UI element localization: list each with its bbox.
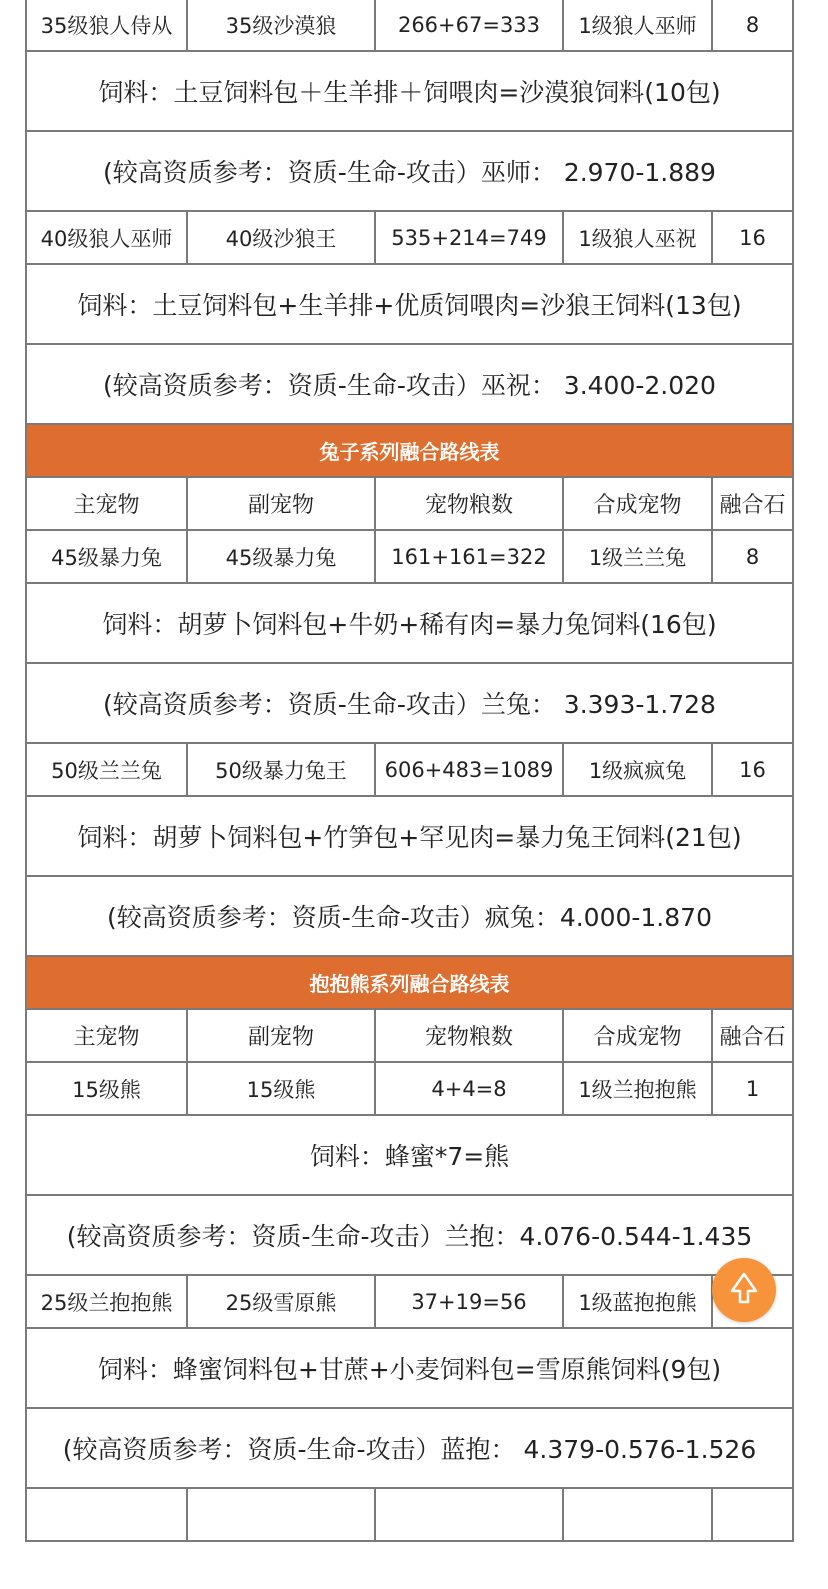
sub-pet-cell: 15级熊 xyxy=(187,1062,375,1115)
reference-cell: (较高资质参考：资质-生命-攻击）疯兔：4.000-1.870 xyxy=(26,876,793,956)
column-header-grain: 宠物粮数 xyxy=(375,1009,563,1062)
grain-cell: 4+4=8 xyxy=(375,1062,563,1115)
sub-pet-cell: 45级暴力兔 xyxy=(187,530,375,583)
column-header-sub: 副宠物 xyxy=(187,477,375,530)
section-title-rabbit: 兔子系列融合路线表 xyxy=(26,424,793,477)
column-header-main: 主宠物 xyxy=(26,477,187,530)
reference-cell: (较高资质参考：资质-生命-攻击）兰兔： 3.393-1.728 xyxy=(26,663,793,743)
grain-cell: 37+19=56 xyxy=(375,1275,563,1328)
reference-row xyxy=(26,1195,793,1275)
sub-pet-cell: 40级沙狼王 xyxy=(187,211,375,264)
table-row xyxy=(26,530,793,583)
column-header-row xyxy=(26,477,793,530)
reference-row xyxy=(26,131,793,211)
section-header-row xyxy=(26,956,793,1009)
reference-row xyxy=(26,663,793,743)
reference-cell: (较高资质参考：资质-生命-攻击）巫祝： 3.400-2.020 xyxy=(26,344,793,424)
result-pet-cell: 1级狼人巫祝 xyxy=(563,211,712,264)
column-header-sub: 副宠物 xyxy=(187,1009,375,1062)
grain-cell xyxy=(375,1488,563,1541)
column-header-row xyxy=(26,1009,793,1062)
fusion-table xyxy=(25,0,794,1542)
result-pet-cell: 1级狼人巫师 xyxy=(563,0,712,51)
sub-pet-cell: 50级暴力兔王 xyxy=(187,743,375,796)
main-pet-cell: 40级狼人巫师 xyxy=(26,211,187,264)
reference-cell: (较高资质参考：资质-生命-攻击）蓝抱： 4.379-0.576-1.526 xyxy=(26,1408,793,1488)
grain-cell: 266+67=333 xyxy=(375,0,563,51)
feed-row xyxy=(26,796,793,876)
main-pet-cell: 15级熊 xyxy=(26,1062,187,1115)
column-header-stone: 融合石 xyxy=(712,1009,793,1062)
feed-row xyxy=(26,51,793,131)
feed-cell: 饲料：土豆饲料包+生羊排+优质饲喂肉=沙狼王饲料(13包) xyxy=(26,264,793,344)
scroll-to-top-button[interactable] xyxy=(712,1258,776,1322)
main-pet-cell xyxy=(26,1488,187,1541)
feed-cell: 饲料：蜂蜜饲料包+甘蔗+小麦饲料包=雪原熊饲料(9包) xyxy=(26,1328,793,1408)
column-header-result: 合成宠物 xyxy=(563,477,712,530)
feed-row xyxy=(26,264,793,344)
result-pet-cell xyxy=(563,1488,712,1541)
table-row xyxy=(26,743,793,796)
reference-row xyxy=(26,344,793,424)
feed-cell: 饲料：土豆饲料包＋生羊排＋饲喂肉=沙漠狼饲料(10包) xyxy=(26,51,793,131)
feed-cell: 饲料：胡萝卜饲料包+竹笋包+罕见肉=暴力兔王饲料(21包) xyxy=(26,796,793,876)
grain-cell: 606+483=1089 xyxy=(375,743,563,796)
feed-cell: 饲料：蜂蜜*7=熊 xyxy=(26,1115,793,1195)
column-header-result: 合成宠物 xyxy=(563,1009,712,1062)
table-row xyxy=(26,1275,793,1328)
stone-cell: 8 xyxy=(712,530,793,583)
grain-cell: 535+214=749 xyxy=(375,211,563,264)
column-header-stone: 融合石 xyxy=(712,477,793,530)
column-header-grain: 宠物粮数 xyxy=(375,477,563,530)
column-header-main: 主宠物 xyxy=(26,1009,187,1062)
sub-pet-cell: 25级雪原熊 xyxy=(187,1275,375,1328)
stone-cell xyxy=(712,1488,793,1541)
stone-cell: 16 xyxy=(712,211,793,264)
table-row xyxy=(26,1062,793,1115)
feed-row xyxy=(26,583,793,663)
sub-pet-cell xyxy=(187,1488,375,1541)
sub-pet-cell: 35级沙漠狼 xyxy=(187,0,375,51)
result-pet-cell: 1级蓝抱抱熊 xyxy=(563,1275,712,1328)
fusion-route-tables xyxy=(25,0,792,1542)
table-row xyxy=(26,211,793,264)
reference-cell: (较高资质参考：资质-生命-攻击）兰抱：4.076-0.544-1.435 xyxy=(26,1195,793,1275)
result-pet-cell: 1级疯疯兔 xyxy=(563,743,712,796)
stone-cell: 1 xyxy=(712,1062,793,1115)
reference-row xyxy=(26,1408,793,1488)
reference-row xyxy=(26,876,793,956)
section-header-row xyxy=(26,424,793,477)
main-pet-cell: 25级兰抱抱熊 xyxy=(26,1275,187,1328)
table-row xyxy=(26,0,793,51)
up-arrow-icon xyxy=(729,1271,759,1309)
stone-cell: 8 xyxy=(712,0,793,51)
result-pet-cell: 1级兰兰兔 xyxy=(563,530,712,583)
main-pet-cell: 45级暴力兔 xyxy=(26,530,187,583)
feed-row xyxy=(26,1328,793,1408)
feed-cell: 饲料：胡萝卜饲料包+牛奶+稀有肉=暴力兔饲料(16包) xyxy=(26,583,793,663)
table-row xyxy=(26,1488,793,1541)
main-pet-cell: 35级狼人侍从 xyxy=(26,0,187,51)
main-pet-cell: 50级兰兰兔 xyxy=(26,743,187,796)
feed-row xyxy=(26,1115,793,1195)
stone-cell: 16 xyxy=(712,743,793,796)
result-pet-cell: 1级兰抱抱熊 xyxy=(563,1062,712,1115)
section-title-bear: 抱抱熊系列融合路线表 xyxy=(26,956,793,1009)
reference-cell: (较高资质参考：资质-生命-攻击）巫师： 2.970-1.889 xyxy=(26,131,793,211)
grain-cell: 161+161=322 xyxy=(375,530,563,583)
